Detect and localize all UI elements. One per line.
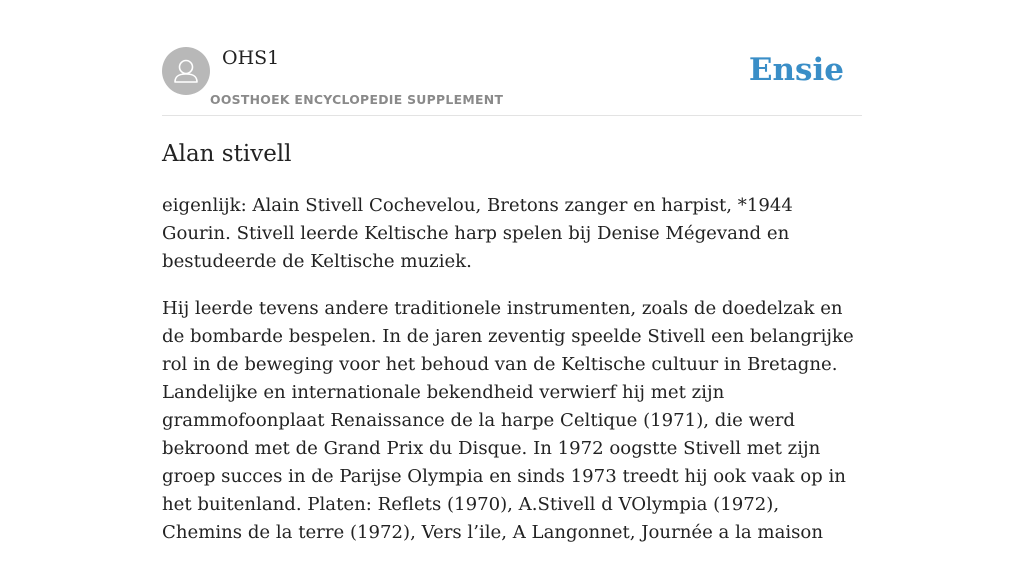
user-icon xyxy=(162,47,210,95)
paragraph: Hij leerde tevens andere traditionele instrumenten, zoals de doedelzak en de bombarde bespelen. In de jaren zeventig speelde Stivell een belangrijke rol in de beweging voor het behoud van de Keltische cultuur in Bretagne. Landelijke en internationale bekendheid verwierf hij met zijn grammofoonplaat Renaissance de la harpe Celtique (1971), die werd bekroond met de Grand Prix du Disque. In 1972 oogstte Stivell met zijn groep succes in de Parijse Olympia en sinds 1973 treedt hij ook vaak op in het buitenland. Platen: Reflets (1970), A.Stivell d VOlympia (1972), Chemins de la terre (1972), Vers l’ile, A Langonnet, Journée a la maison xyxy=(162,298,854,543)
ensie-logo-link[interactable]: Ensie xyxy=(748,52,844,88)
page-title: Alan stivell xyxy=(162,141,292,167)
article-header xyxy=(162,0,862,116)
author-name[interactable]: OHS1 xyxy=(222,47,280,69)
paragraph: eigenlijk: Alain Stivell Cochevelou, Bretons zanger en harpist, *1944 Gourin. Stivell leerde Keltische harp spelen bij Denise Mégevand en bestudeerde de Keltische muziek. xyxy=(162,195,793,272)
source-label[interactable]: OOSTHOEK ENCYCLOPEDIE SUPPLEMENT xyxy=(210,92,504,107)
article-body xyxy=(162,192,864,566)
avatar[interactable] xyxy=(162,47,210,95)
